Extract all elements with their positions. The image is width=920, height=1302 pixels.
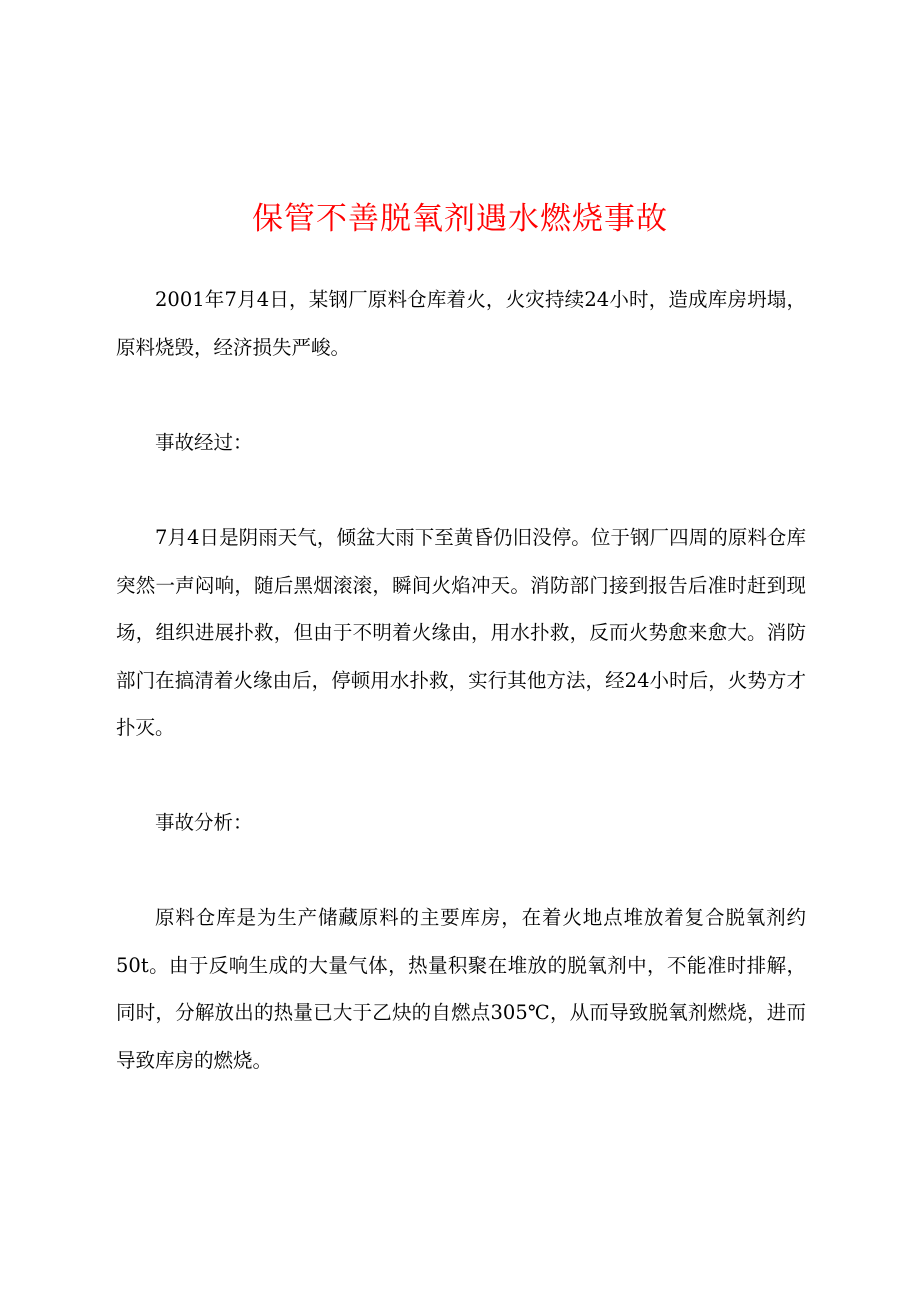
intro-paragraph: 2001年7月4日，某钢厂原料仓库着火，火灾持续24小时，造成库房坍塌，原料烧毁，经济损失严峻。 — [116, 288, 806, 359]
section-heading-process: 事故经过： — [155, 431, 253, 454]
process-paragraph: 7月4日是阴雨天气，倾盆大雨下至黄昏仍旧没停。位于钢厂四周的原料仓库突然一声闷响，随后黑烟滚滚，瞬间火焰冲天。消防部门接到报告后准时赶到现场，组织进展扑救，但由于不明着火缘由，用水扑救，反而火势愈来愈大。消防部门在搞清着火缘由后，停顿用水扑救，实行其他方法，经24小时后，火势方才扑灭。 — [116, 526, 806, 739]
section-heading-analysis: 事故分析： — [155, 811, 253, 834]
document-title: 保管不善脱氧剂遇水燃烧事故 — [252, 201, 668, 237]
analysis-paragraph: 原料仓库是为生产储藏原料的主要库房，在着火地点堆放着复合脱氧剂约50t。由于反响生成的大量气体，热量积聚在堆放的脱氧剂中，不能准时排解，同时，分解放出的热量已大于乙炔的自燃点305℃，从而导致脱氧剂燃烧，进而导致库房的燃烧。 — [116, 906, 806, 1072]
